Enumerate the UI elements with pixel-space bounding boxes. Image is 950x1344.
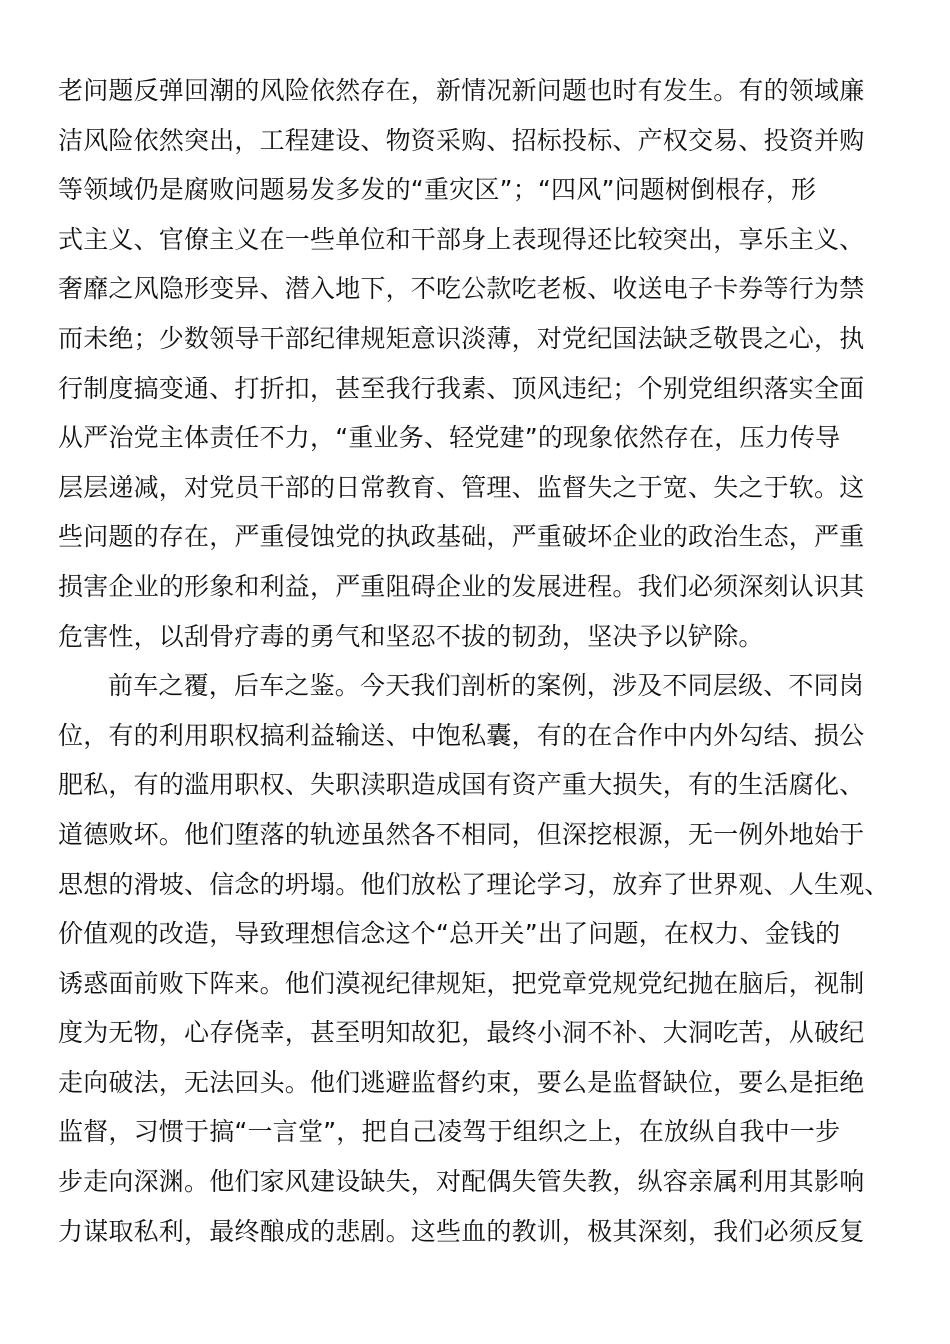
- text-line: 些问题的存在，严重侵蚀党的执政基础，严重破坏企业的政治生态，严重: [58, 522, 865, 552]
- text-line: 层层递减，对党员干部的日常教育、管理、监督失之于宽、失之于软。这: [58, 472, 865, 502]
- text-line: 步走向深渊。他们家风建设缺失，对配偶失管失教，纵容亲属利用其影响: [58, 1167, 865, 1197]
- text-line: 式主义、官僚主义在一些单位和干部身上表现得还比较突出，享乐主义、: [58, 224, 865, 254]
- text-line: 危害性，以刮骨疗毒的勇气和坚忍不拔的韧劲，坚决予以铲除。: [58, 621, 764, 651]
- text-line: 损害企业的形象和利益，严重阻碍企业的发展进程。我们必须深刻认识其: [58, 571, 865, 601]
- text-line: 老问题反弹回潮的风险依然存在，新情况新问题也时有发生。有的领域廉: [58, 76, 865, 105]
- text-line: 位，有的利用职权搞利益输送、中饱私囊，有的在合作中内外勾结、损公: [58, 720, 865, 750]
- paragraph-2: [58, 661, 898, 1256]
- text-line: 行制度搞变通、打折扣，甚至我行我素、顶风违纪；个别党组织落实全面: [58, 373, 865, 403]
- text-line: 而未绝；少数领导干部纪律规矩意识淡薄，对党纪国法缺乏敬畏之心，执: [58, 323, 865, 353]
- text-line: 奢靡之风隐形变异、潜入地下，不吃公款吃老板、收送电子卡券等行为禁: [58, 274, 865, 304]
- text-line-first-indented: 前车之覆，后车之鉴。今天我们剖析的案例，涉及不同层级、不同岗: [108, 671, 865, 701]
- body-text: [58, 66, 898, 1256]
- text-line: 从严治党主体责任不力，“重业务、轻党建”的现象依然存在，压力传导: [58, 423, 841, 453]
- text-line: 力谋取私利，最终酿成的悲剧。这些血的教训，极其深刻，我们必须反复: [58, 1216, 865, 1246]
- text-line: 等领域仍是腐败问题易发多发的“重灾区”；“四风”问题树倒根存，形: [58, 175, 817, 205]
- text-line: 诱惑面前败下阵来。他们漠视纪律规矩，把党章党规党纪抛在脑后，视制: [58, 968, 865, 998]
- text-line: 走向破法，无法回头。他们逃避监督约束，要么是监督缺位，要么是拒绝: [58, 1067, 865, 1097]
- text-line: 价值观的改造，导致理想信念这个“总开关”出了问题，在权力、金钱的: [58, 919, 841, 949]
- paragraph-1: [58, 66, 898, 661]
- text-line: 洁风险依然突出，工程建设、物资采购、招标投标、产权交易、投资并购: [58, 125, 865, 155]
- text-line: 道德败坏。他们堕落的轨迹虽然各不相同，但深挖根源，无一例外地始于: [58, 819, 865, 849]
- text-line: 度为无物，心存侥幸，甚至明知故犯，最终小洞不补、大洞吃苦，从破纪: [58, 1018, 865, 1048]
- text-line: 思想的滑坡、信念的坍塌。他们放松了理论学习，放弃了世界观、人生观、: [58, 869, 890, 899]
- text-line: 监督，习惯于搞“一言堂”，把自己凌驾于组织之上，在放纵自我中一步: [58, 1117, 841, 1147]
- text-line: 肥私，有的滥用职权、失职渎职造成国有资产重大损失，有的生活腐化、: [58, 770, 865, 800]
